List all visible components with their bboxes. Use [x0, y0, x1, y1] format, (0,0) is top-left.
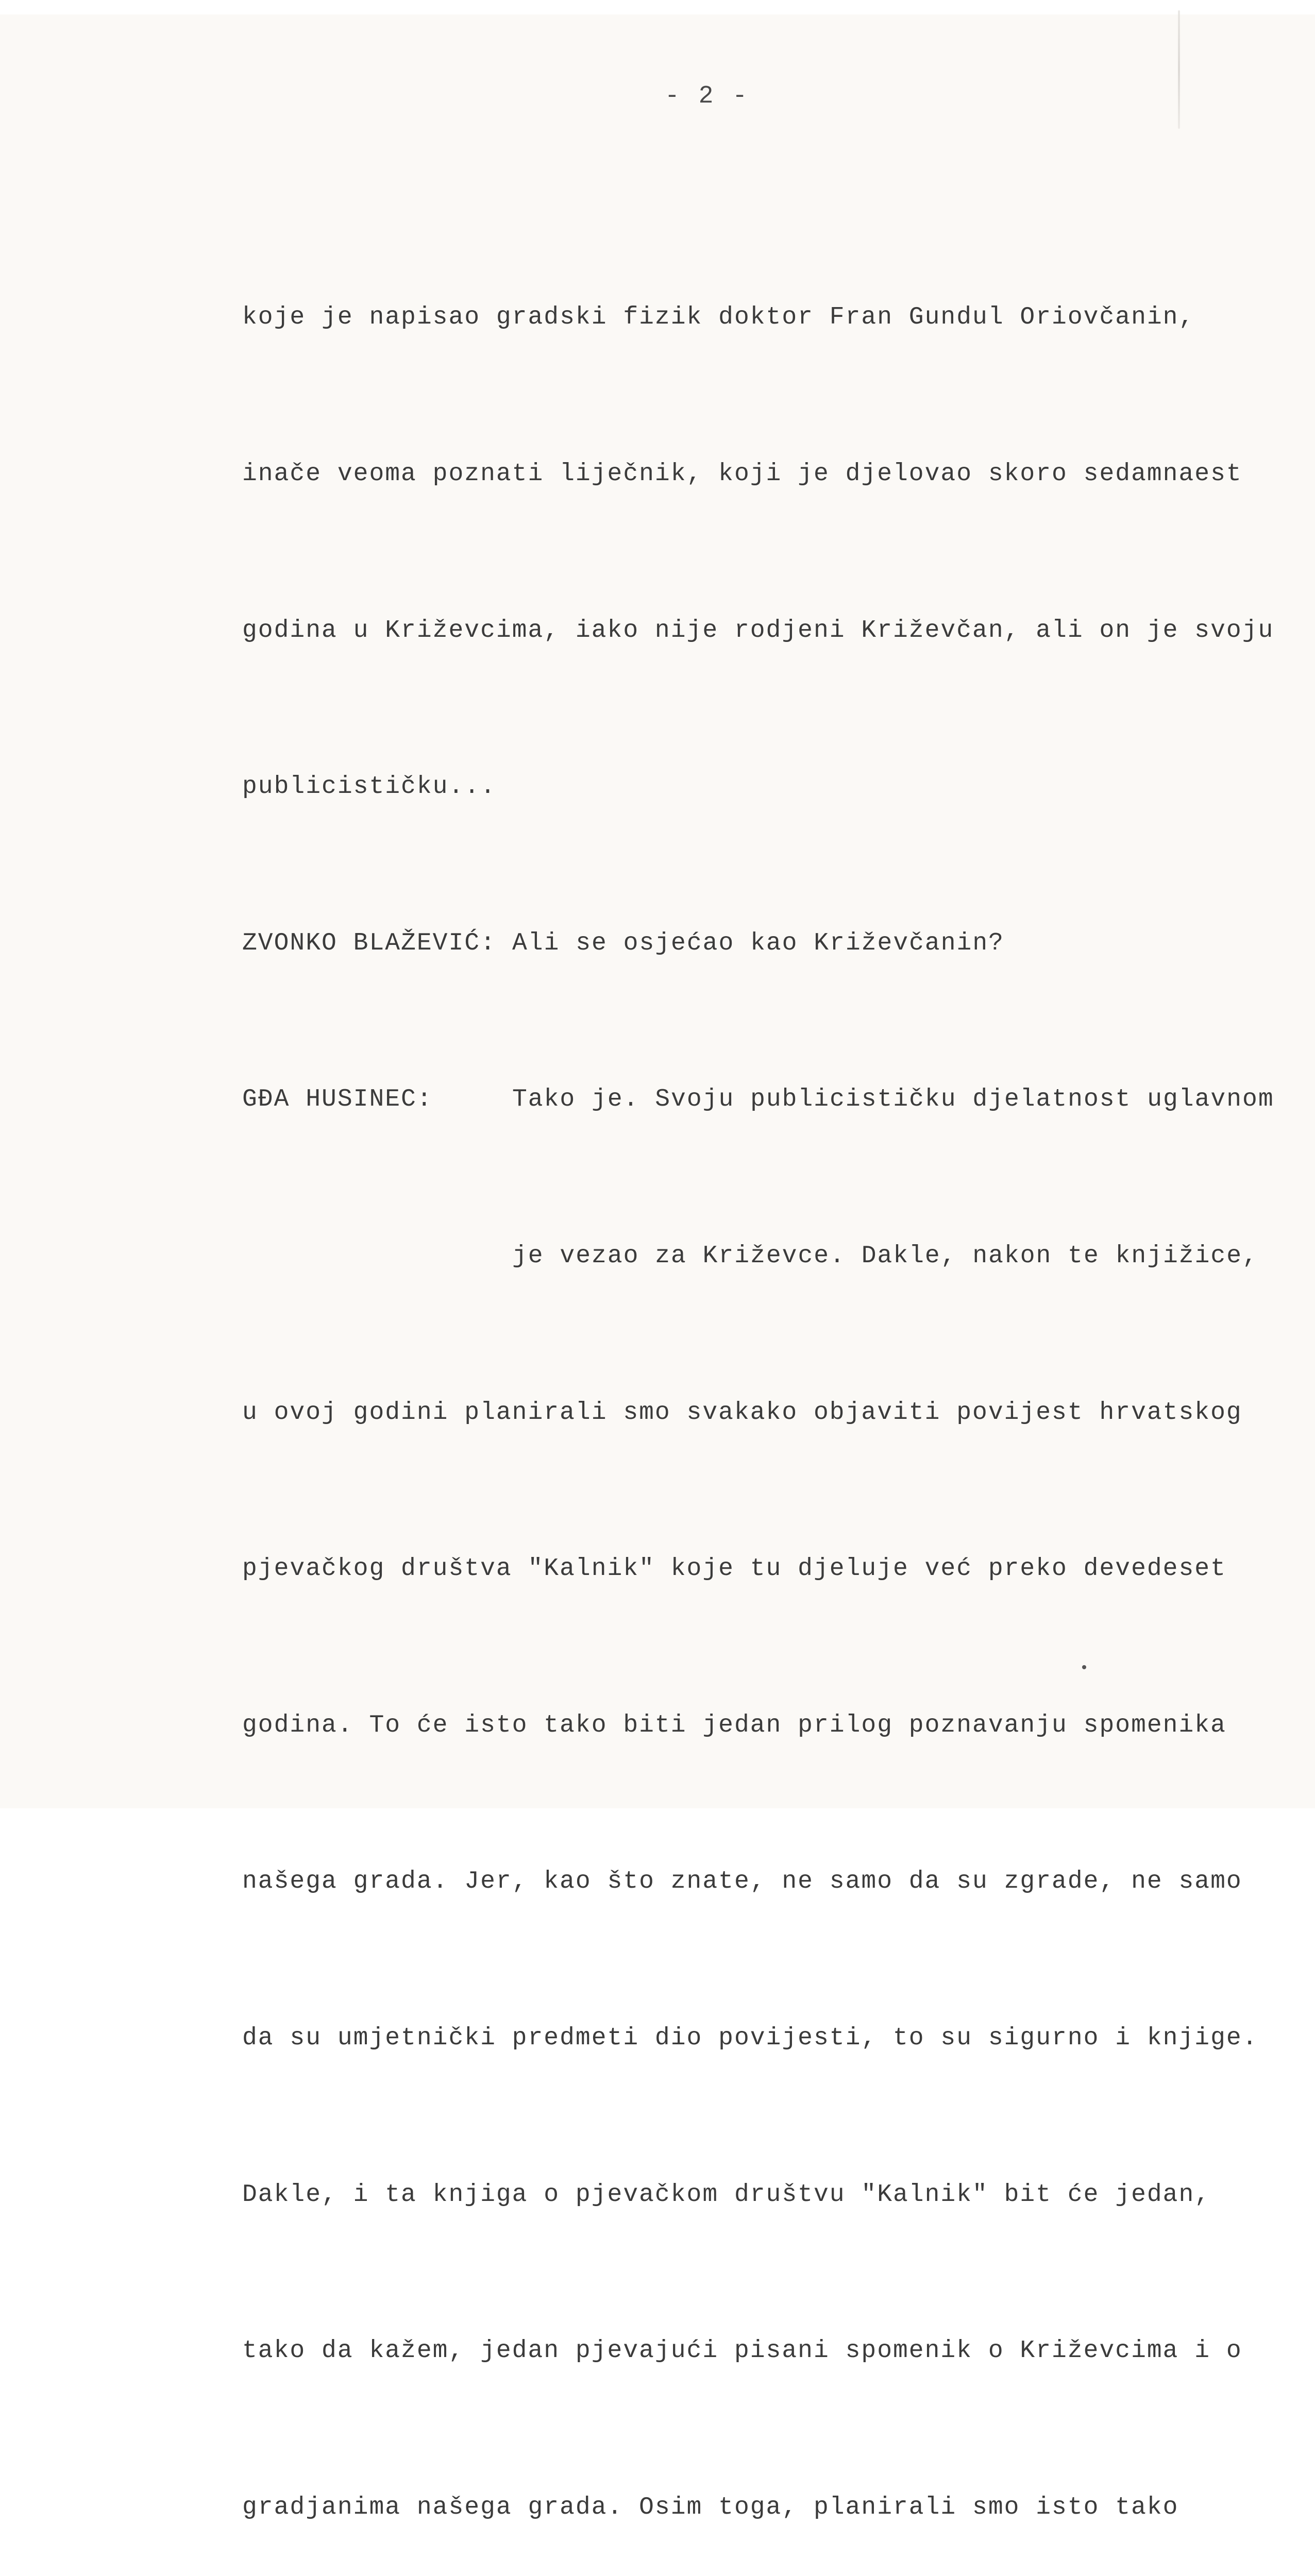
text-line: pjevačkog društva "Kalnik" koje tu djeluje već preko devedeset — [242, 1555, 1226, 1583]
text-line: godina u Križevcima, iako nije rodjeni Križevčan, ali on je svoju — [242, 616, 1274, 645]
text-line: inače veoma poznati liječnik, koji je djelovao skoro sedamnaest — [242, 460, 1242, 488]
text-line: tako da kažem, jedan pjevajući pisani spomenik o Križevcima i o — [242, 2337, 1242, 2365]
dialogue-line: GĐA HUSINEC: Tako je. Svoju publicističku djelatnost uglavnom — [242, 1074, 1293, 1126]
text-line: koje je napisao gradski fizik doktor Fran Gundul Oriovčanin, — [242, 303, 1195, 332]
speaker-label: ZVONKO BLAŽEVIĆ: — [242, 929, 496, 957]
page-number: - 2 - — [665, 82, 750, 110]
scan-speck — [1082, 1665, 1086, 1669]
text-line: Dakle, i ta knjiga o pjevačkom društvu "Kalnik" bit će jedan, — [242, 2180, 1211, 2209]
text-line: godina. To će isto tako biti jedan prilog poznavanju spomenika — [242, 1711, 1226, 1739]
text-line: da su umjetnički predmeti dio povijesti, to su sigurno i knjige. — [242, 2024, 1258, 2052]
text-line: našega grada. Jer, kao što znate, ne samo da su zgrade, ne samo — [242, 1868, 1242, 1896]
text-line: publicističku... — [242, 773, 496, 801]
transcript-body — [242, 188, 1293, 2576]
scan-mark — [1178, 10, 1180, 129]
scan-top-edge — [0, 0, 1315, 14]
text-line: u ovoj godini planirali smo svakako objaviti povijest hrvatskog — [242, 1398, 1242, 1427]
dialogue-line: ZVONKO BLAŽEVIĆ: Ali se osjećao kao Križevčanin? — [242, 918, 1293, 970]
speaker-label: GĐA HUSINEC: — [242, 1086, 433, 1114]
text-line: je vezao za Križevce. Dakle, nakon te knjižice, — [512, 1242, 1258, 1270]
text-line: gradjanima našega grada. Osim toga, planirali smo isto tako — [242, 2493, 1179, 2521]
